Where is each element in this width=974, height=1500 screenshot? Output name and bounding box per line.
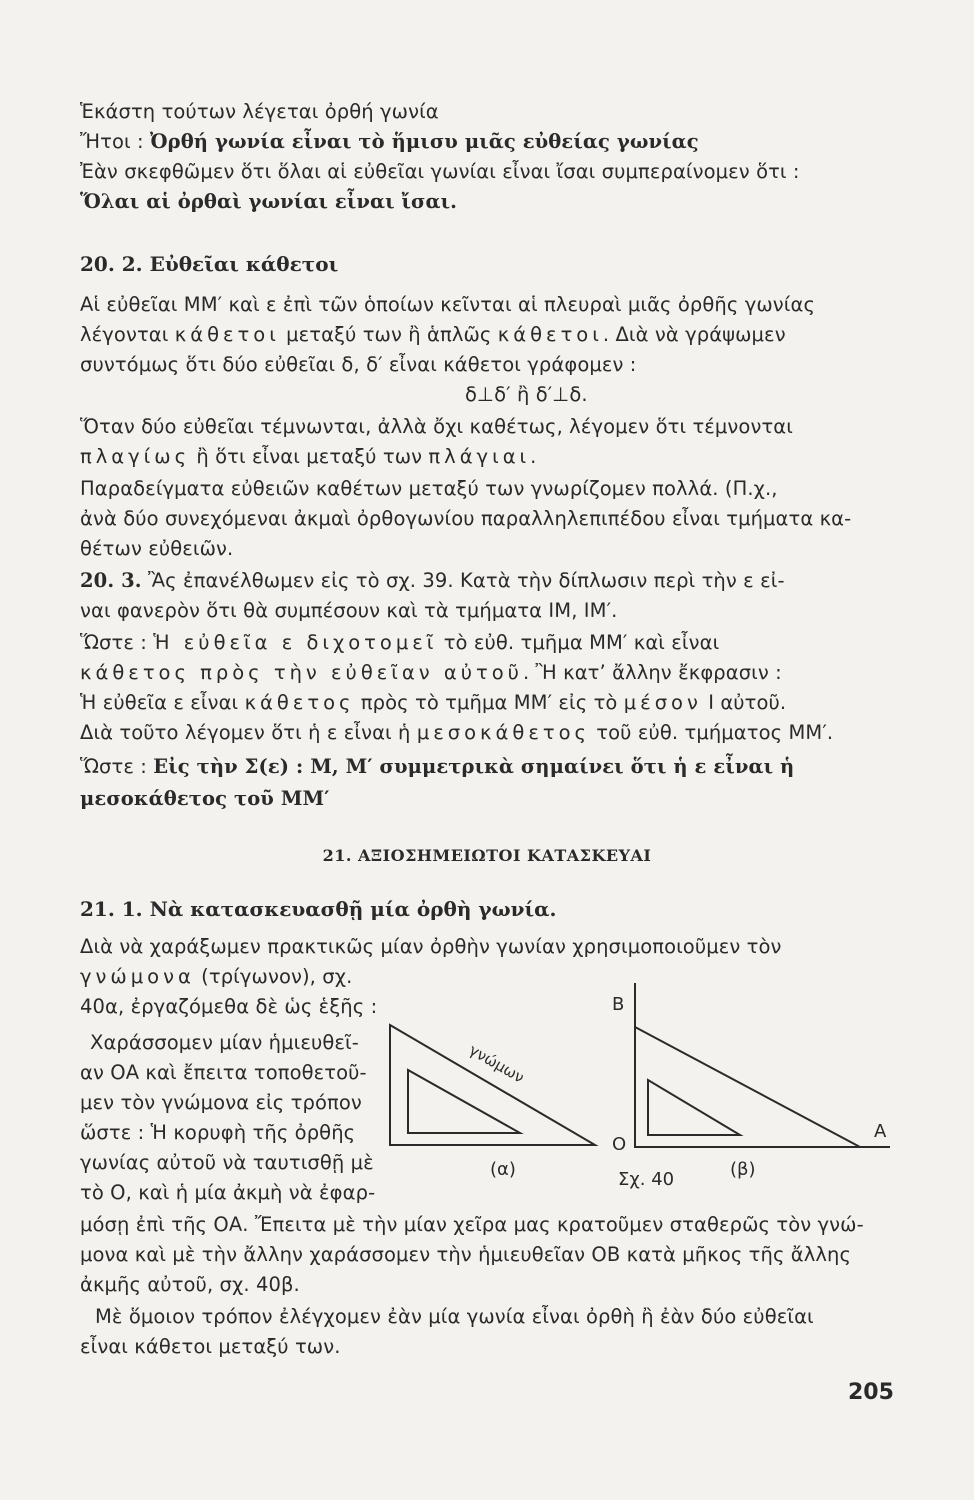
- set-square-a: [390, 1025, 595, 1145]
- text: Ὅταν δύο εὐθεῖαι τέμνωνται, ἀλλὰ ὄχι καθέτως, λέγομεν ὅτι τέμνονται: [80, 415, 793, 438]
- text-line: [80, 659, 890, 687]
- label-O: Ο: [612, 1134, 627, 1155]
- text: Ὥστε :: [80, 755, 154, 778]
- text: θέτων εὐθειῶν.: [80, 537, 234, 560]
- bold-statement: [80, 188, 890, 216]
- spaced-text: κάθετοι: [497, 323, 603, 346]
- set-square-inner-b: [648, 1080, 740, 1135]
- text: τὸ Ο, καὶ ἡ μία ἀκμὴ νὰ ἐφαρ-: [80, 1181, 376, 1204]
- text: τοῦ εὐθ. τμήματος ΜΜ′.: [589, 721, 834, 744]
- text-line: [80, 689, 890, 717]
- text-line: [80, 475, 890, 503]
- text: ἀκμῆς αὐτοῦ, σχ. 40β.: [80, 1273, 300, 1296]
- formula-line: [465, 381, 588, 409]
- set-square-outer: [390, 1025, 595, 1145]
- text-line: [80, 505, 890, 533]
- text-line: [80, 567, 890, 595]
- text: μεταξύ των ἢ ἁπλῶς: [279, 323, 498, 346]
- spaced-text: πλαγίως: [80, 445, 191, 468]
- text-line: [80, 719, 890, 747]
- text: Ἐὰν σκεφθῶμεν ὅτι ὅλαι αἱ εὐθεῖαι γωνίαι εἶναι ἴσαι συμπεραίνομεν ὅτι :: [80, 160, 800, 183]
- set-square-outer-b: [635, 1027, 860, 1147]
- bold-text: μεσοκάθετος τοῦ ΜΜ′: [80, 787, 330, 810]
- text: Χαράσσομεν μίαν ἡμιευθεῖ-: [90, 1031, 359, 1054]
- spaced-text: μέσον: [623, 691, 702, 714]
- section-number: 20. 3.: [80, 569, 142, 592]
- spaced-text: Ἡ εὐθεῖα ε διχοτομεῖ: [153, 631, 438, 654]
- bold-text: Ὅλαι αἱ ὀρθαὶ γωνίαι εἶναι ἴσαι.: [80, 190, 458, 213]
- text: .: [530, 445, 537, 468]
- text-line: [80, 98, 890, 126]
- text-line: [80, 1241, 890, 1269]
- text: Ἡ εὐθεῖα ε εἶναι: [80, 691, 245, 714]
- text-line: [80, 753, 890, 781]
- text: Ἤτοι :: [80, 130, 150, 153]
- text-line: [80, 597, 890, 625]
- text: Μὲ ὅμοιον τρόπον ἐλέγχομεν ἐὰν μία γωνία εἶναι ὀρθὴ ἢ ἐὰν δύο εὐθεῖαι: [95, 1305, 814, 1328]
- label-b: (β): [730, 1159, 756, 1180]
- gnomon-label: γνώμων: [466, 1040, 528, 1087]
- set-square-inner: [408, 1070, 520, 1133]
- text-line: [80, 443, 890, 471]
- text-line: [95, 1303, 905, 1331]
- text: Ἂς ἐπανέλθωμεν εἰς τὸ σχ. 39. Κατὰ τὴν δίπλωσιν περὶ τὴν ε εἰ-: [141, 569, 785, 592]
- text-line: [80, 413, 890, 441]
- spaced-text: κάθετος: [244, 691, 355, 714]
- page-number: 205: [848, 1380, 894, 1405]
- text-line: [80, 128, 890, 156]
- text: εἶναι κάθετοι μεταξύ των.: [80, 1335, 341, 1358]
- text: 40α, ἐργαζόμεθα δὲ ὡς ἑξῆς :: [80, 995, 378, 1018]
- section-heading-21-1: 21. 1. Νὰ κατασκευασθῇ μία ὀρθὴ γωνία.: [80, 897, 557, 921]
- text: ὥστε : Ἡ κορυφὴ τῆς ὀρθῆς: [80, 1121, 356, 1144]
- text: Ι αὐτοῦ.: [701, 691, 787, 714]
- text: ναι φανερὸν ὅτι θὰ συμπέσουν καὶ τὰ τμήματα ΙΜ, ΙΜ′.: [80, 599, 618, 622]
- text: Παραδείγματα εὐθειῶν καθέτων μεταξύ των γνωρίζομεν πολλά. (Π.χ.,: [80, 477, 778, 500]
- bold-text: Εἰς τὴν Σ(ε) : Μ, Μ′ συμμετρικὰ σημαίνει ὅτι ἡ ε εἶναι ἡ: [153, 755, 795, 778]
- text: Διὰ νὰ χαράξωμεν πρακτικῶς μίαν ὀρθὴν γωνίαν χρησιμοποιοῦμεν τὸν: [80, 935, 782, 958]
- text-line: [80, 351, 890, 379]
- formula: δ⊥δ′ ἢ δ′⊥δ.: [465, 383, 588, 406]
- spaced-text: πλάγιαι: [428, 445, 531, 468]
- text: πρὸς τὸ τμῆμα ΜΜ′ εἰς τὸ: [354, 691, 624, 714]
- text-line: [80, 933, 890, 961]
- bold-text: Ὀρθή γωνία εἶναι τὸ ἥμισυ μιᾶς εὐθείας γωνίας: [149, 130, 699, 153]
- text-line: [80, 629, 890, 657]
- figure-caption: Σχ. 40: [618, 1169, 675, 1190]
- spaced-text: μεσοκάθετος: [416, 721, 590, 744]
- text: γωνίας αὐτοῦ νὰ ταυτισθῇ μὲ: [80, 1151, 374, 1174]
- figure-40: [380, 975, 900, 1205]
- text: μεν τὸν γνώμονα εἰς τρόπον: [80, 1091, 362, 1114]
- section-heading-21: 21. ΑΞΙΟΣΗΜΕΙΩΤΟΙ ΚΑΤΑΣΚΕΥΑΙ: [322, 846, 652, 865]
- text: συντόμως ὅτι δύο εὐθεῖαι δ, δ′ εἶναι κάθετοι γράφομεν :: [80, 353, 637, 376]
- text-line: [80, 1211, 890, 1239]
- section-heading-20-2: 20. 2. Εὐθεῖαι κάθετοι: [80, 252, 339, 276]
- text: Αἱ εὐθεῖαι ΜΜ′ καὶ ε ἐπὶ τῶν ὁποίων κεῖνται αἱ πλευραὶ μιᾶς ὀρθῆς γωνίας: [80, 293, 815, 316]
- text: λέγονται: [80, 323, 175, 346]
- text: μόσῃ ἐπὶ τῆς ΟΑ. Ἔπειτα μὲ τὴν μίαν χεῖρα μας κρατοῦμεν σταθερῶς τὸν γνώ-: [80, 1213, 864, 1236]
- label-A: Α: [874, 1121, 887, 1142]
- text: αν ΟΑ καὶ ἔπειτα τοποθετοῦ-: [80, 1061, 367, 1084]
- text: . Ἢ κατ’ ἄλλην ἔκφρασιν :: [522, 661, 782, 684]
- text-line: [80, 1271, 890, 1299]
- spaced-text: γνώμονα: [80, 965, 195, 988]
- text-line: [80, 535, 890, 563]
- text: . Διὰ νὰ γράψωμεν: [602, 323, 786, 346]
- right-angle-b: [635, 983, 890, 1147]
- text: ἀνὰ δύο συνεχόμεναι ἀκμαὶ ὀρθογωνίου παραλληλεπιπέδου εἶναι τμήματα κα-: [80, 507, 852, 530]
- text-line: [80, 291, 890, 319]
- text: Ὥστε :: [80, 631, 154, 654]
- text-line: [80, 1333, 890, 1361]
- text: Διὰ τοῦτο λέγομεν ὅτι ἡ ε εἶναι ἡ: [80, 721, 417, 744]
- text-line: [80, 158, 890, 186]
- text: τὸ εὐθ. τμῆμα ΜΜ′ καὶ εἶναι: [437, 631, 720, 654]
- text: ἢ ὅτι εἶναι μεταξύ των: [190, 445, 429, 468]
- spaced-text: κάθετος πρὸς τὴν εὐθεῖαν αὐτοῦ: [80, 661, 523, 684]
- label-B: Β: [612, 994, 625, 1015]
- label-a: (α): [490, 1159, 516, 1180]
- text: (τρίγωνον), σχ.: [194, 965, 353, 988]
- text: μονα καὶ μὲ τὴν ἄλλην χαράσσομεν τὴν ἡμιευθεῖαν ΟΒ κατὰ μῆκος τῆς ἄλλης: [80, 1243, 852, 1266]
- bold-statement: [80, 785, 890, 813]
- spaced-text: κάθετοι: [174, 323, 280, 346]
- text: Ἑκάστη τούτων λέγεται ὀρθή γωνία: [80, 100, 439, 123]
- text-line: [80, 321, 890, 349]
